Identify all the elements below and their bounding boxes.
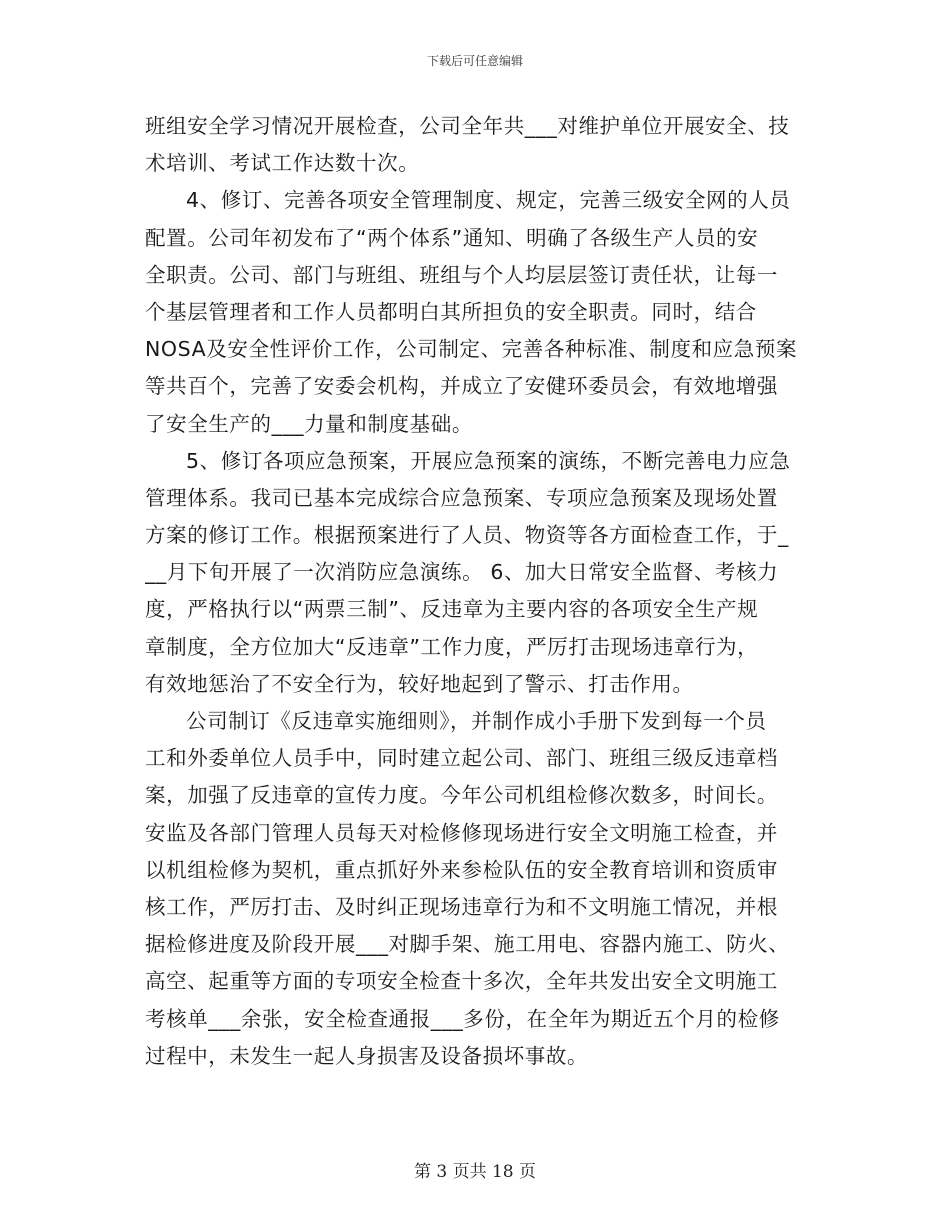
text-line: 配置。公司年初发布了“两个体系”通知、明确了各级生产人员的安 [145, 225, 759, 250]
text-line: 工和外委单位人员手中，同时建立起公司、部门、班组三级反违章档 [145, 746, 778, 771]
text-line: 公司制订《反违章实施细则》，并制作成小手册下发到每一个员 [186, 709, 767, 733]
text-line: 高空、起重等方面的专项安全检查十多次，全年共发出安全文明施工 [145, 969, 778, 994]
text-line: 章制度，全方位加大“反违章”工作力度，严厉打击现场违章行为， [145, 634, 759, 659]
text-line: 班组安全学习情况开展检查，公司全年共___对维护单位开展安全、技 [145, 114, 790, 138]
text-line: 安监及各部门管理人员每天对检修修现场进行安全文明施工检查，并 [145, 820, 778, 845]
text-line: 4、修订、完善各项安全管理制度、规定，完善三级安全网的人员 [186, 188, 791, 213]
text-line: 核工作，严厉打击、及时纠正现场违章行为和不文明施工情况，并根 [145, 894, 778, 919]
text-line: 考核单___余张，安全检查通报___多份，在全年为期近五个月的检修 [145, 1006, 780, 1031]
page-number: 第 3 页共 18 页 [413, 1162, 537, 1182]
text-line: 有效地惩治了不安全行为，较好地起到了警示、打击作用。 [145, 671, 694, 696]
text-line: NOSA及安全性评价工作，公司制定、完善各种标准、制度和应急预案 [145, 337, 798, 362]
text-line: 全职责。公司、部门与班组、班组与个人均层层签订责任状，让每一 [145, 262, 778, 287]
text-line: 等共百个，完善了安委会机构，并成立了安健环委员会，有效地增强 [145, 374, 778, 399]
text-line: 术培训、考试工作达数十次。 [145, 151, 420, 176]
text-line: 5、修订各项应急预案，开展应急预案的演练，不断完善电力应急 [186, 448, 791, 473]
document-body [145, 108, 808, 1075]
text-line: 管理体系。我司已基本完成综合应急预案、专项应急预案及现场处置 [145, 485, 778, 510]
page-header: 下载后可任意编辑 [426, 54, 523, 68]
text-line: 个基层管理者和工作人员都明白其所担负的安全职责。同时，结合 [145, 299, 757, 324]
text-line: 案，加强了反违章的宣传力度。今年公司机组检修次数多，时间长。 [145, 783, 778, 808]
text-line: 方案的修订工作。根据预案进行了人员、物资等各方面检查工作，于_ [145, 523, 789, 548]
text-line: 了安全生产的___力量和制度基础。 [145, 411, 473, 436]
text-line: __月下旬开展了一次消防应急演练。 6、加大日常安全监督、考核力 [145, 560, 779, 585]
text-line: 以机组检修为契机，重点抓好外来参检队伍的安全教育培训和资质审 [145, 857, 778, 882]
text-line: 过程中，未发生一起人身损害及设备损坏事故。 [145, 1043, 589, 1068]
text-line: 据检修进度及阶段开展___对脚手架、施工用电、容器内施工、防火、 [145, 932, 790, 957]
text-line: 度，严格执行以“两票三制”、反违章为主要内容的各项安全生产规 [145, 597, 759, 622]
